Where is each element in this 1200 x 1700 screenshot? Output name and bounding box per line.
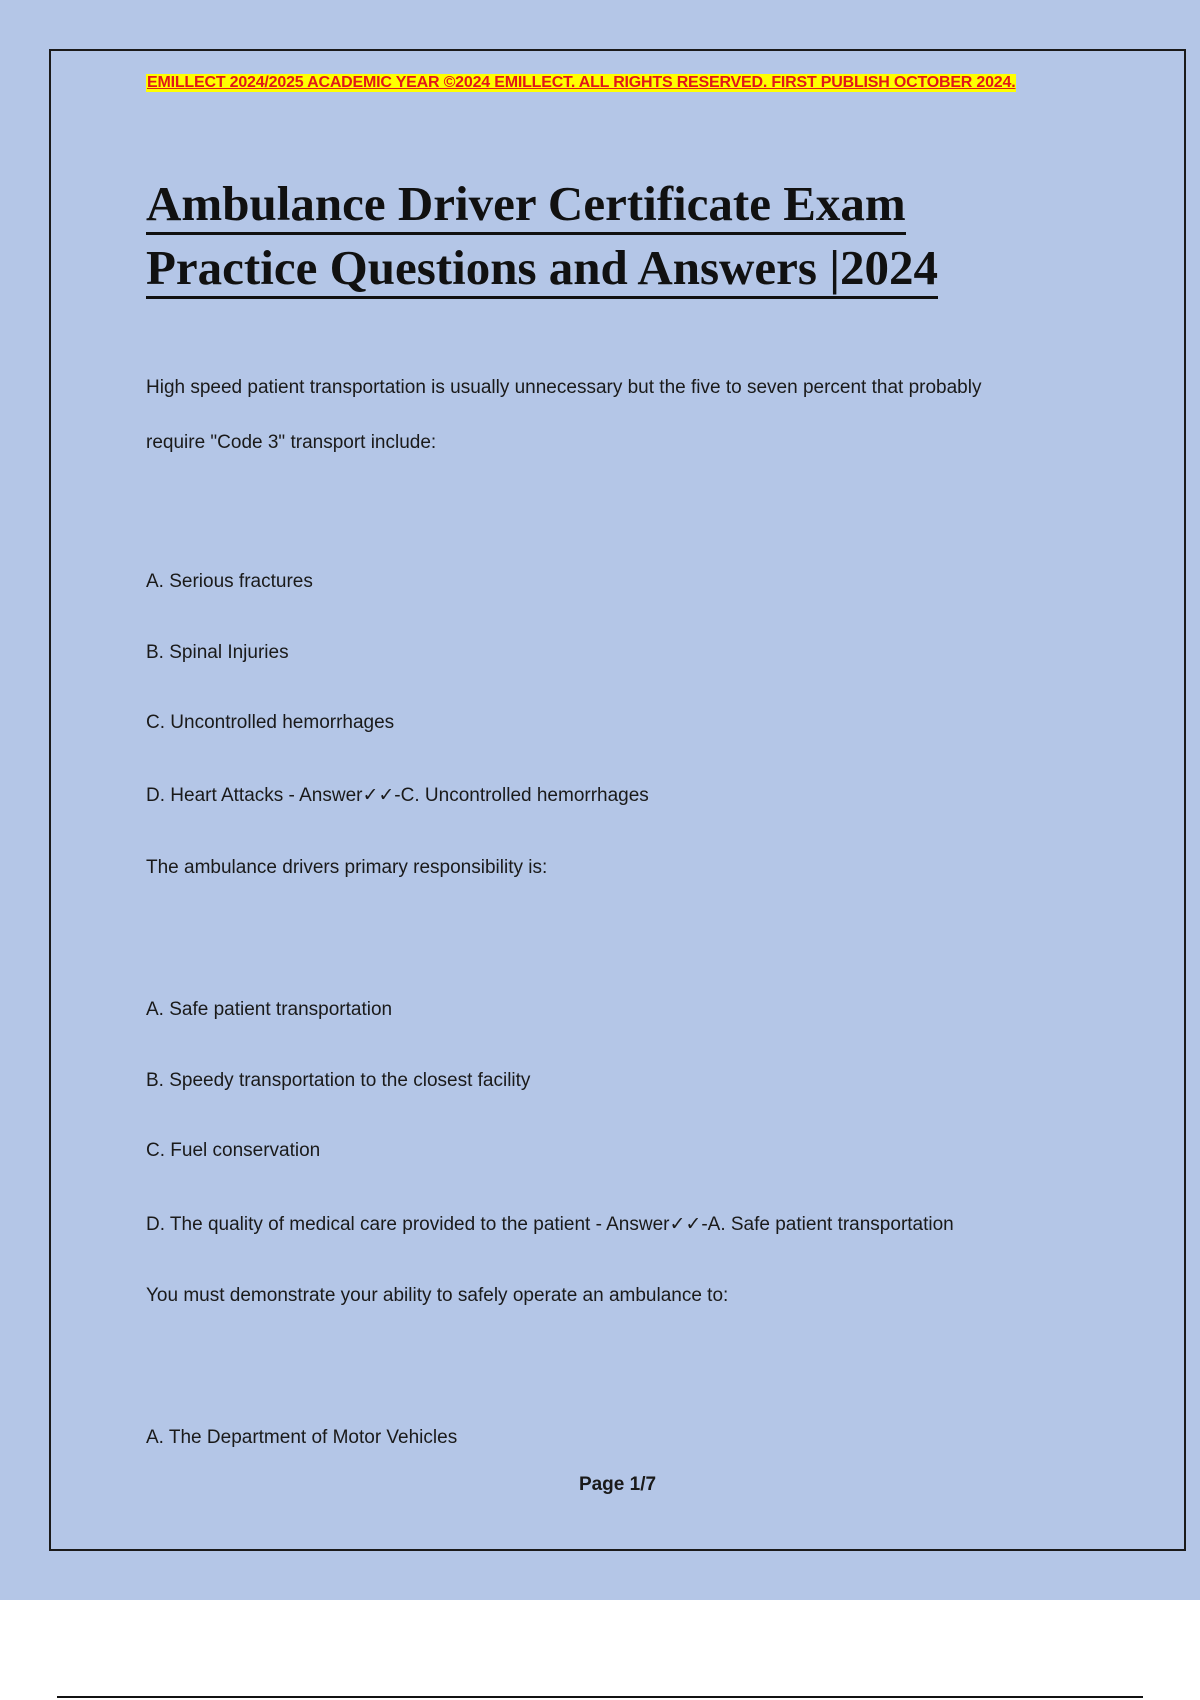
title-line-2: Practice Questions and Answers |2024 [146, 240, 938, 299]
question-1-option-d-answer: D. Heart Attacks - Answer✓✓-C. Uncontrolled hemorrhages [146, 785, 649, 806]
question-3-prompt: You must demonstrate your ability to safely operate an ambulance to: [146, 1285, 729, 1306]
question-1-prompt-line-2: require "Code 3" transport include: [146, 432, 437, 453]
question-2-prompt: The ambulance drivers primary responsibility is: [146, 857, 548, 878]
question-3-option-a: A. The Department of Motor Vehicles [146, 1427, 458, 1448]
question-1-option-a: A. Serious fractures [146, 571, 313, 592]
question-2-option-c: C. Fuel conservation [146, 1140, 321, 1161]
question-1-option-b: B. Spinal Injuries [146, 642, 289, 663]
question-2-option-b: B. Speedy transportation to the closest facility [146, 1070, 531, 1091]
title-line-1: Ambulance Driver Certificate Exam [146, 176, 906, 235]
document-title [146, 172, 1066, 300]
copyright-notice: EMILLECT 2024/2025 ACADEMIC YEAR ©2024 EMILLECT. ALL RIGHTS RESERVED. FIRST PUBLISH OCTOBER 2024. [147, 74, 1016, 91]
question-1-prompt-line-1: High speed patient transportation is usually unnecessary but the five to seven percent that probably [146, 377, 982, 398]
page-number: Page 1/7 [578, 1474, 657, 1495]
question-2-option-d-answer: D. The quality of medical care provided to the patient - Answer✓✓-A. Safe patient transportation [146, 1214, 954, 1235]
question-2-option-a: A. Safe patient transportation [146, 999, 393, 1020]
question-1-option-c: C. Uncontrolled hemorrhages [146, 712, 395, 733]
footer-divider [57, 1696, 1143, 1698]
